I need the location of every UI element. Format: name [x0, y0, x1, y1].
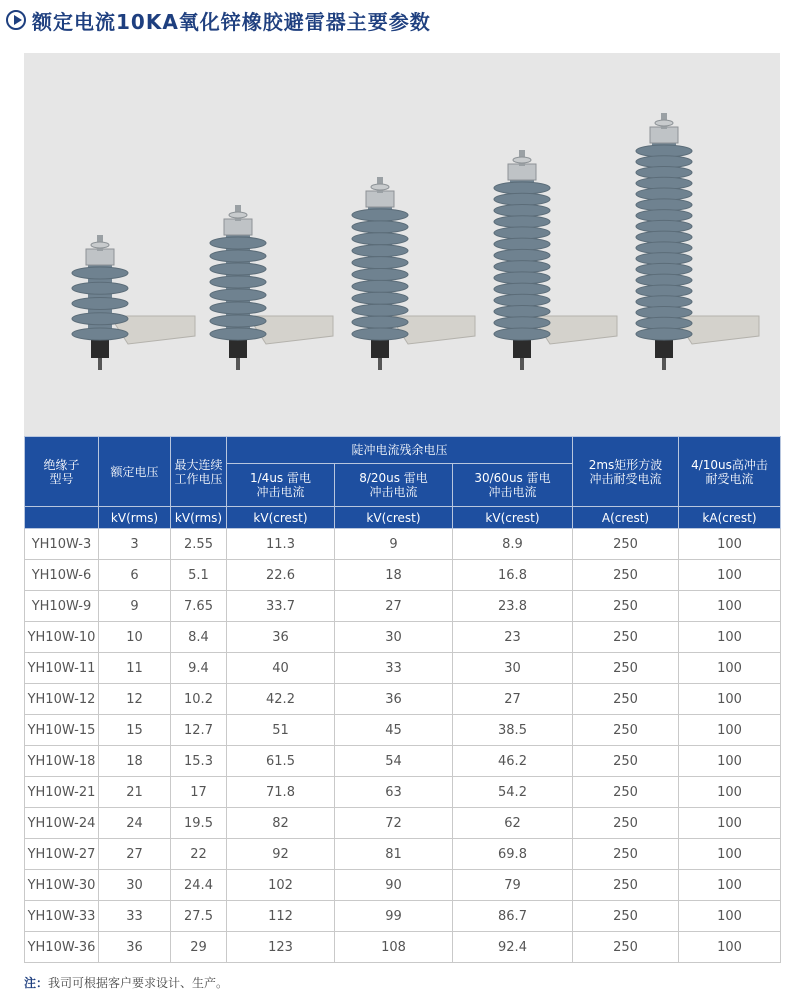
model-cell: YH10W-3 — [25, 529, 99, 560]
value-cell: 250 — [573, 684, 679, 715]
table-row — [25, 932, 781, 963]
shed-shape — [210, 250, 266, 262]
shed-shape — [72, 282, 128, 294]
value-cell: 112 — [227, 901, 335, 932]
value-cell: 250 — [573, 560, 679, 591]
top-cap-shape — [650, 127, 678, 143]
value-cell: 250 — [573, 870, 679, 901]
play-circle-icon — [6, 10, 26, 30]
top-washer-shape — [229, 212, 247, 218]
value-cell: 38.5 — [453, 715, 573, 746]
header-max-continuous: 最大连续 工作电压 — [171, 437, 227, 507]
value-cell: 71.8 — [227, 777, 335, 808]
value-cell: 19.5 — [171, 808, 227, 839]
unit-cell: kV(crest) — [453, 507, 573, 529]
value-cell: 100 — [679, 777, 781, 808]
value-cell: 10.2 — [171, 684, 227, 715]
shed-shape — [210, 237, 266, 249]
product-photo — [24, 53, 780, 436]
value-cell: 82 — [227, 808, 335, 839]
value-cell: 18 — [99, 746, 171, 777]
value-cell: 21 — [99, 777, 171, 808]
top-washer-shape — [513, 157, 531, 163]
value-cell: 123 — [227, 932, 335, 963]
value-cell: 45 — [335, 715, 453, 746]
shed-shape — [352, 328, 408, 340]
value-cell: 90 — [335, 870, 453, 901]
shed-shape — [494, 261, 550, 273]
units-row — [25, 507, 781, 529]
value-cell: 27 — [453, 684, 573, 715]
table-row — [25, 746, 781, 777]
shed-shape — [494, 216, 550, 228]
value-cell: 54.2 — [453, 777, 573, 808]
value-cell: 92.4 — [453, 932, 573, 963]
shed-shape — [636, 242, 692, 254]
model-cell: YH10W-10 — [25, 622, 99, 653]
footnote — [24, 974, 228, 991]
shed-shape — [72, 267, 128, 279]
value-cell: 9 — [335, 529, 453, 560]
value-cell: 250 — [573, 653, 679, 684]
value-cell: 9.4 — [171, 653, 227, 684]
unit-cell: kV(rms) — [99, 507, 171, 529]
shed-shape — [494, 328, 550, 340]
value-cell: 30 — [453, 653, 573, 684]
table-row — [25, 839, 781, 870]
model-cell: YH10W-12 — [25, 684, 99, 715]
unit-cell: kV(rms) — [171, 507, 227, 529]
value-cell: 29 — [171, 932, 227, 963]
model-cell: YH10W-6 — [25, 560, 99, 591]
shed-shape — [636, 167, 692, 179]
table-row — [25, 653, 781, 684]
table-row — [25, 715, 781, 746]
header-res-30-60: 30/60us 雷电 冲击电流 — [453, 464, 573, 507]
shed-shape — [210, 289, 266, 301]
value-cell: 6 — [99, 560, 171, 591]
table-row — [25, 901, 781, 932]
value-cell: 51 — [227, 715, 335, 746]
shed-shape — [494, 193, 550, 205]
shed-shape — [352, 209, 408, 221]
shed-shape — [352, 304, 408, 316]
top-washer-shape — [655, 120, 673, 126]
shed-shape — [636, 231, 692, 243]
value-cell: 36 — [227, 622, 335, 653]
value-cell: 36 — [99, 932, 171, 963]
header-res-1-4: 1/4us 雷电 冲击电流 — [227, 464, 335, 507]
value-cell: 17 — [171, 777, 227, 808]
value-cell: 11.3 — [227, 529, 335, 560]
value-cell: 250 — [573, 901, 679, 932]
value-cell: 250 — [573, 622, 679, 653]
value-cell: 81 — [335, 839, 453, 870]
shed-shape — [636, 285, 692, 297]
shed-shape — [352, 292, 408, 304]
header-model: 绝缘子 型号 — [25, 437, 99, 507]
shed-shape — [636, 188, 692, 200]
header-high-current: 4/10us高冲击 耐受电流 — [679, 437, 781, 507]
shed-shape — [72, 313, 128, 325]
value-cell: 33 — [99, 901, 171, 932]
table-row — [25, 777, 781, 808]
value-cell: 33.7 — [227, 591, 335, 622]
top-cap-shape — [508, 164, 536, 180]
model-cell: YH10W-27 — [25, 839, 99, 870]
terminal-bolt-shape — [378, 358, 382, 370]
terminal-bolt-shape — [662, 358, 666, 370]
value-cell: 10 — [99, 622, 171, 653]
shed-shape — [494, 294, 550, 306]
spec-table — [24, 436, 781, 963]
shed-shape — [636, 328, 692, 340]
value-cell: 250 — [573, 746, 679, 777]
top-cap-shape — [224, 219, 252, 235]
value-cell: 11 — [99, 653, 171, 684]
value-cell: 46.2 — [453, 746, 573, 777]
shed-shape — [636, 296, 692, 308]
bottom-terminal-shape — [229, 338, 247, 358]
value-cell: 100 — [679, 932, 781, 963]
model-cell: YH10W-36 — [25, 932, 99, 963]
model-cell: YH10W-9 — [25, 591, 99, 622]
shed-shape — [72, 298, 128, 310]
shed-shape — [636, 317, 692, 329]
value-cell: 8.4 — [171, 622, 227, 653]
shed-shape — [494, 306, 550, 318]
shed-shape — [636, 306, 692, 318]
bottom-terminal-shape — [513, 338, 531, 358]
bottom-terminal-shape — [371, 338, 389, 358]
shed-shape — [352, 257, 408, 269]
bottom-terminal-shape — [91, 338, 109, 358]
unit-cell: A(crest) — [573, 507, 679, 529]
value-cell: 3 — [99, 529, 171, 560]
value-cell: 250 — [573, 591, 679, 622]
table-row — [25, 684, 781, 715]
shed-shape — [494, 249, 550, 261]
top-washer-shape — [371, 184, 389, 190]
value-cell: 69.8 — [453, 839, 573, 870]
shed-shape — [494, 317, 550, 329]
value-cell: 40 — [227, 653, 335, 684]
top-washer-shape — [91, 242, 109, 248]
value-cell: 12 — [99, 684, 171, 715]
value-cell: 7.65 — [171, 591, 227, 622]
value-cell: 30 — [335, 622, 453, 653]
model-cell: YH10W-21 — [25, 777, 99, 808]
value-cell: 61.5 — [227, 746, 335, 777]
table-row — [25, 529, 781, 560]
title-text: 额定电流10KA氧化锌橡胶避雷器主要参数 — [32, 9, 431, 34]
shed-shape — [494, 272, 550, 284]
value-cell: 250 — [573, 808, 679, 839]
shed-shape — [494, 182, 550, 194]
shed-shape — [636, 274, 692, 286]
shed-shape — [352, 269, 408, 281]
value-cell: 15.3 — [171, 746, 227, 777]
value-cell: 100 — [679, 684, 781, 715]
value-cell: 23 — [453, 622, 573, 653]
value-cell: 24 — [99, 808, 171, 839]
shed-shape — [636, 199, 692, 211]
value-cell: 5.1 — [171, 560, 227, 591]
value-cell: 36 — [335, 684, 453, 715]
value-cell: 100 — [679, 653, 781, 684]
table-row — [25, 808, 781, 839]
shed-shape — [636, 156, 692, 168]
header-rated-voltage: 额定电压 — [99, 437, 171, 507]
value-cell: 108 — [335, 932, 453, 963]
value-cell: 250 — [573, 715, 679, 746]
shed-shape — [210, 302, 266, 314]
value-cell: 100 — [679, 622, 781, 653]
shed-shape — [636, 220, 692, 232]
value-cell: 99 — [335, 901, 453, 932]
value-cell: 86.7 — [453, 901, 573, 932]
value-cell: 27 — [335, 591, 453, 622]
value-cell: 250 — [573, 839, 679, 870]
value-cell: 16.8 — [453, 560, 573, 591]
value-cell: 22 — [171, 839, 227, 870]
value-cell: 100 — [679, 560, 781, 591]
value-cell: 24.4 — [171, 870, 227, 901]
shed-shape — [494, 204, 550, 216]
header-residual-group: 陡冲电流残余电压 — [227, 437, 573, 464]
terminal-bolt-shape — [236, 358, 240, 370]
shed-shape — [636, 177, 692, 189]
value-cell: 100 — [679, 901, 781, 932]
shed-shape — [72, 328, 128, 340]
model-cell: YH10W-15 — [25, 715, 99, 746]
shed-shape — [210, 328, 266, 340]
top-cap-shape — [366, 191, 394, 207]
unit-cell: kV(crest) — [227, 507, 335, 529]
value-cell: 100 — [679, 746, 781, 777]
shed-shape — [352, 245, 408, 257]
note-label: 注： — [24, 976, 49, 990]
unit-cell: kA(crest) — [679, 507, 781, 529]
value-cell: 8.9 — [453, 529, 573, 560]
table-row — [25, 591, 781, 622]
model-cell: YH10W-18 — [25, 746, 99, 777]
table-row — [25, 560, 781, 591]
unit-cell: kV(crest) — [335, 507, 453, 529]
header-res-8-20: 8/20us 雷电 冲击电流 — [335, 464, 453, 507]
header-square-wave: 2ms矩形方波 冲击耐受电流 — [573, 437, 679, 507]
arrester-illustration — [24, 53, 780, 436]
shed-shape — [352, 280, 408, 292]
value-cell: 250 — [573, 932, 679, 963]
top-cap-shape — [86, 249, 114, 265]
value-cell: 22.6 — [227, 560, 335, 591]
shed-shape — [352, 316, 408, 328]
terminal-bolt-shape — [98, 358, 102, 370]
value-cell: 27.5 — [171, 901, 227, 932]
value-cell: 100 — [679, 839, 781, 870]
unit-model-blank — [25, 507, 99, 529]
value-cell: 100 — [679, 870, 781, 901]
value-cell: 100 — [679, 715, 781, 746]
shed-shape — [636, 145, 692, 157]
model-cell: YH10W-33 — [25, 901, 99, 932]
value-cell: 12.7 — [171, 715, 227, 746]
value-cell: 2.55 — [171, 529, 227, 560]
shed-shape — [494, 283, 550, 295]
value-cell: 9 — [99, 591, 171, 622]
page-title — [6, 4, 431, 36]
shed-shape — [352, 233, 408, 245]
terminal-bolt-shape — [520, 358, 524, 370]
shed-shape — [210, 263, 266, 275]
value-cell: 23.8 — [453, 591, 573, 622]
shed-shape — [636, 253, 692, 265]
bottom-terminal-shape — [655, 338, 673, 358]
value-cell: 54 — [335, 746, 453, 777]
model-cell: YH10W-24 — [25, 808, 99, 839]
shed-shape — [494, 227, 550, 239]
value-cell: 72 — [335, 808, 453, 839]
value-cell: 102 — [227, 870, 335, 901]
value-cell: 30 — [99, 870, 171, 901]
value-cell: 250 — [573, 529, 679, 560]
value-cell: 92 — [227, 839, 335, 870]
table-row — [25, 622, 781, 653]
shed-shape — [210, 276, 266, 288]
value-cell: 33 — [335, 653, 453, 684]
value-cell: 250 — [573, 777, 679, 808]
model-cell: YH10W-30 — [25, 870, 99, 901]
value-cell: 100 — [679, 529, 781, 560]
shed-shape — [636, 210, 692, 222]
value-cell: 18 — [335, 560, 453, 591]
shed-shape — [494, 238, 550, 250]
table-body — [25, 529, 781, 963]
value-cell: 42.2 — [227, 684, 335, 715]
value-cell: 63 — [335, 777, 453, 808]
value-cell: 100 — [679, 808, 781, 839]
value-cell: 15 — [99, 715, 171, 746]
value-cell: 79 — [453, 870, 573, 901]
value-cell: 62 — [453, 808, 573, 839]
value-cell: 100 — [679, 591, 781, 622]
table-row — [25, 870, 781, 901]
shed-shape — [210, 315, 266, 327]
note-text: 我司可根据客户要求设计、生产。 — [48, 976, 229, 990]
shed-shape — [636, 263, 692, 275]
value-cell: 27 — [99, 839, 171, 870]
model-cell: YH10W-11 — [25, 653, 99, 684]
shed-shape — [352, 221, 408, 233]
